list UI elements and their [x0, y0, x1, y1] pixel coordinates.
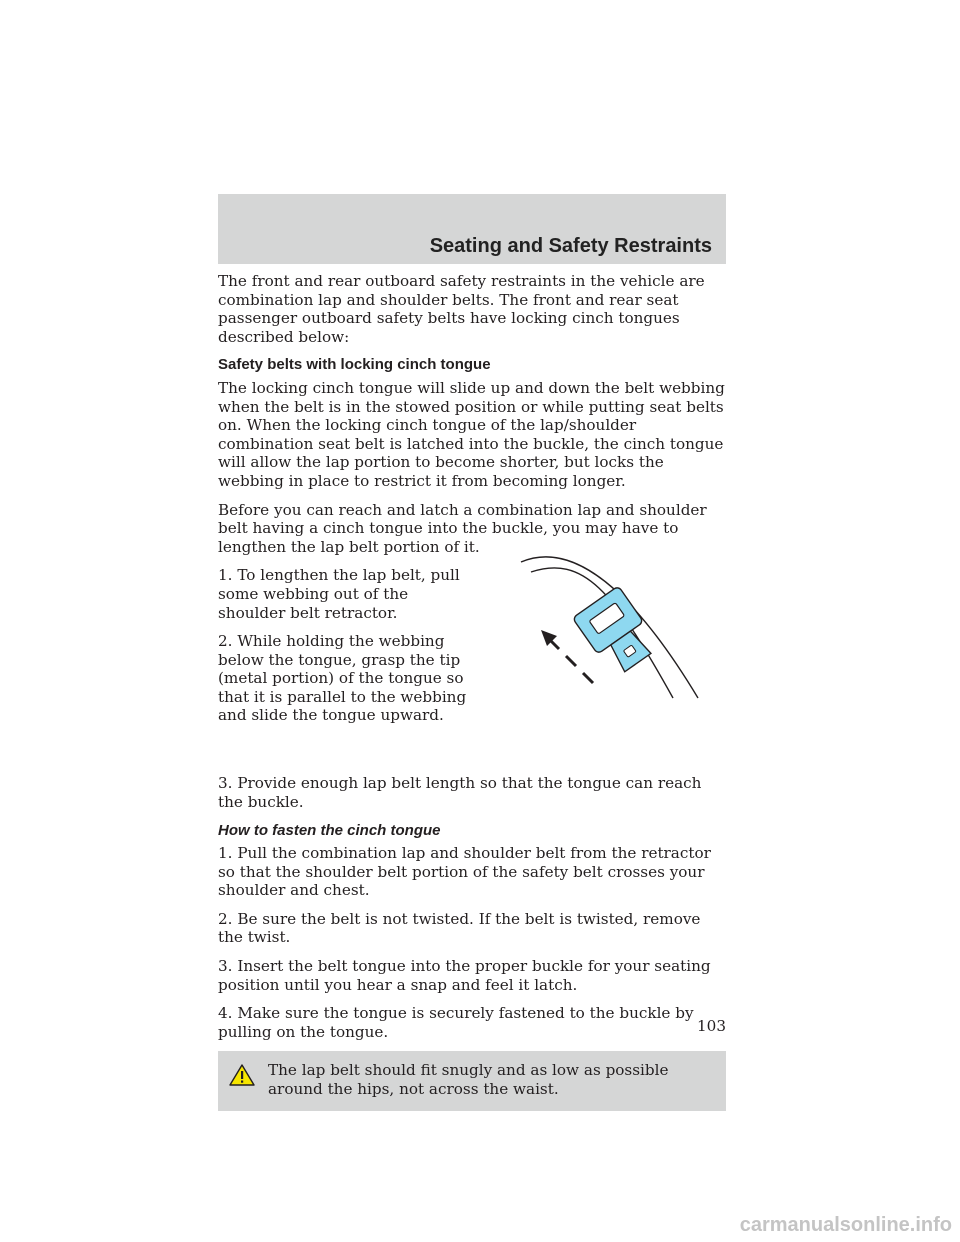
cinch-tongue-illustration [513, 550, 703, 700]
section-title: Seating and Safety Restraints [429, 235, 712, 257]
warning-text: The lap belt should fit snugly and as low as possible around the hips, not across the waist. [268, 1061, 669, 1099]
step-item: 3. Provide enough lap belt length so that the tongue can reach the buckle. [218, 774, 702, 811]
header-band [218, 194, 726, 264]
step-item: 1. To lengthen the lap belt, pull some webbing out of the shoulder belt retractor. [218, 566, 460, 622]
watermark: carmanualsonline.info [739, 1214, 952, 1236]
warning-box [218, 1051, 726, 1110]
steps-with-figure [218, 566, 726, 766]
body-paragraph: The locking cinch tongue will slide up and down the belt webbing when the belt is in the stowed position or while putting seat belts on. When the locking cinch tongue of the lap/shoulder combination seat belt is latched into the buckle, the cinch tongue will allow the lap portion to become shorter, but locks the webbing in place to restrict it from becoming longer. [218, 378, 725, 490]
intro-paragraph: The front and rear outboard safety restraints in the vehicle are combination lap and shoulder belts. The front and rear seat passenger outboard safety belts have locking cinch tongues described below: [218, 272, 705, 346]
page-content [218, 272, 726, 1111]
arrow-up-left-icon [541, 630, 593, 683]
step-item: 2. While holding the webbing below the tongue, grasp the tip (metal portion) of the tongue so that it is parallel to the webbing and slide the tongue upward. [218, 632, 467, 725]
body-paragraph: Before you can reach and latch a combination lap and shoulder belt having a cinch tongue into the buckle, you may have to lengthen the lap belt portion of it. [218, 500, 707, 556]
step-item: 1. Pull the combination lap and shoulder belt from the retractor so that the shoulder belt portion of the safety belt crosses your shoulder and chest. [218, 844, 711, 900]
section-heading-fasten: How to fasten the cinch tongue [218, 821, 441, 839]
step-item: 4. Make sure the tongue is securely fastened to the buckle by pulling on the tongue. [218, 1004, 694, 1041]
warning-triangle-icon [228, 1063, 256, 1087]
section-heading-cinch-tongue: Safety belts with locking cinch tongue [218, 356, 491, 374]
step-item: 3. Insert the belt tongue into the proper buckle for your seating position until you hear a snap and feel it latch. [218, 957, 711, 994]
step-item: 2. Be sure the belt is not twisted. If the belt is twisted, remove the twist. [218, 909, 701, 947]
page-number: 103 [697, 1017, 726, 1035]
